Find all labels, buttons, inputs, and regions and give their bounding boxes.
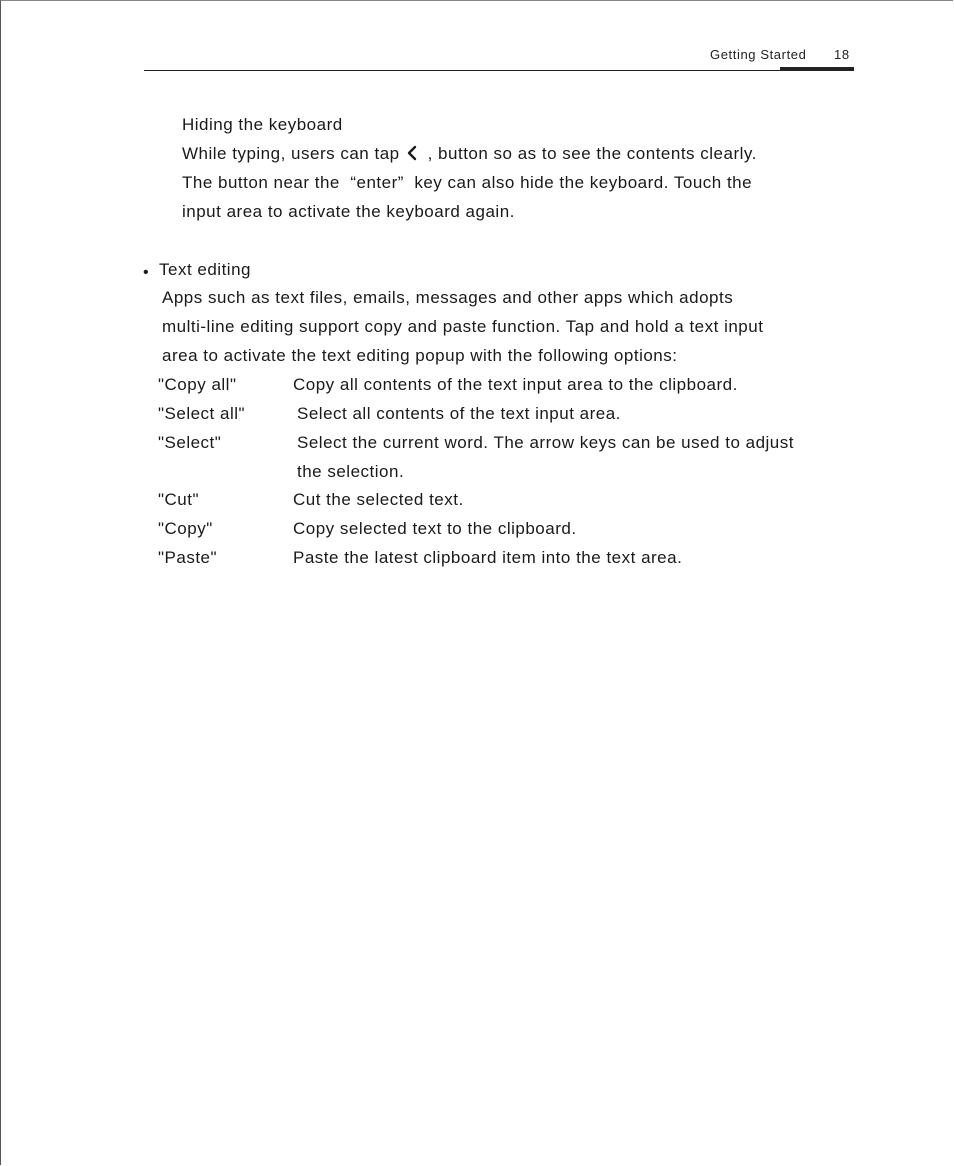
option-desc-select: Select the current word. The arrow keys can be used to adjust xyxy=(297,433,794,452)
option-label-cut: "Cut" xyxy=(158,490,200,509)
editing-para-line: Apps such as text files, emails, messages and other apps which adopts xyxy=(162,288,734,307)
option-desc-paste: Paste the latest clipboard item into the text area. xyxy=(293,548,683,567)
hiding-line-3: input area to activate the keyboard again. xyxy=(182,202,515,221)
hiding-line-1-end: , button so as to see the contents clearly. xyxy=(427,144,757,163)
editing-para-line: multi-line editing support copy and paste function. Tap and hold a text input xyxy=(162,317,764,336)
header-tab-marker xyxy=(780,67,854,71)
hiding-line-1-start: While typing, users can tap xyxy=(182,144,400,163)
option-desc-cut: Cut the selected text. xyxy=(293,490,464,509)
header-section-title: Getting Started xyxy=(710,47,807,62)
text-editing-title: Text editing xyxy=(159,260,251,279)
chevron-left-icon xyxy=(402,145,422,161)
option-label-copy-all: "Copy all" xyxy=(158,375,237,394)
editing-para-line: area to activate the text editing popup with the following options: xyxy=(162,346,678,365)
option-label-paste: "Paste" xyxy=(158,548,218,567)
option-label-copy: "Copy" xyxy=(158,519,213,538)
option-desc-select-all: Select all contents of the text input area. xyxy=(297,404,621,423)
hiding-line-1 xyxy=(182,144,757,164)
page-number: 18 xyxy=(834,47,850,62)
hiding-keyboard-title: Hiding the keyboard xyxy=(182,115,343,134)
option-desc-select-cont: the selection. xyxy=(297,462,405,481)
header-rule xyxy=(144,70,854,71)
option-desc-copy: Copy selected text to the clipboard. xyxy=(293,519,577,538)
option-desc-copy-all: Copy all contents of the text input area to the clipboard. xyxy=(293,375,738,394)
hiding-line-2: The button near the “enter” key can also hide the keyboard. Touch the xyxy=(182,173,753,192)
option-label-select-all: "Select all" xyxy=(158,404,246,423)
bullet-point: • xyxy=(143,264,149,281)
option-label-select: "Select" xyxy=(158,433,222,452)
